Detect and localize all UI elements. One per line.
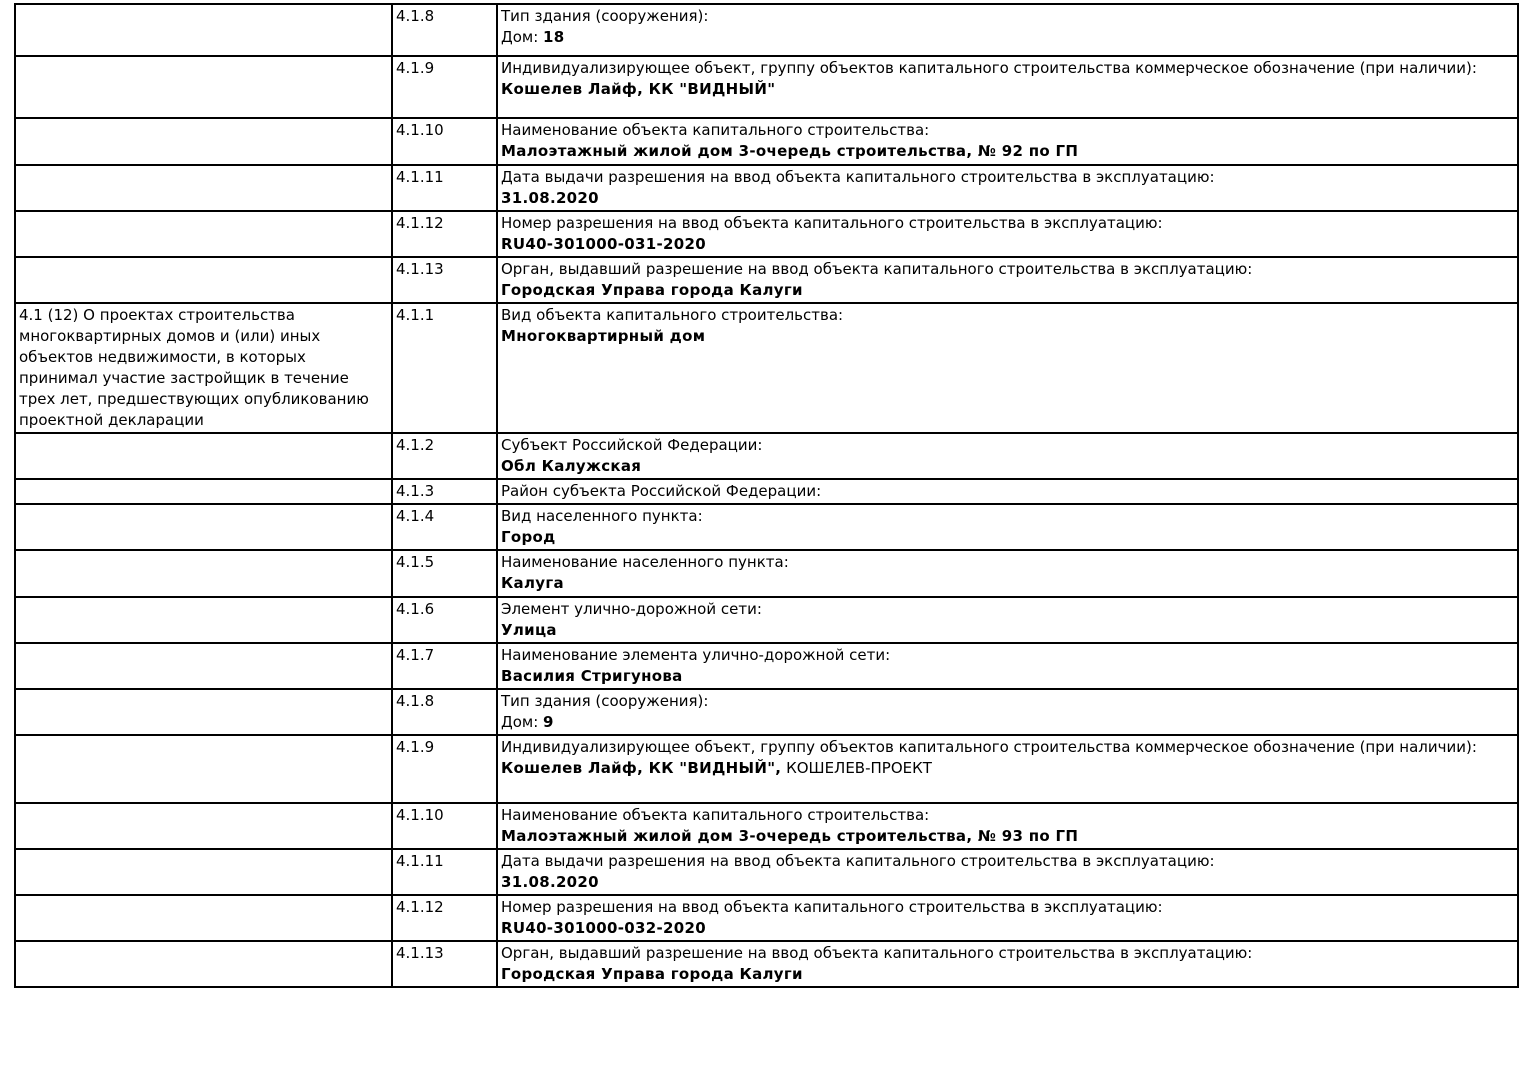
field-label: Индивидуализирующее объект, группу объектов капитального строительства коммерческое обозначение (при наличии): xyxy=(501,738,1477,756)
content-cell xyxy=(497,303,1518,433)
content-cell xyxy=(497,849,1518,895)
field-label: Наименование элемента улично-дорожной сети: xyxy=(501,646,891,664)
row-code: 4.1.6 xyxy=(396,600,435,618)
field-label: Тип здания (сооружения): xyxy=(501,692,709,710)
field-label: Номер разрешения на ввод объекта капитального строительства в эксплуатацию: xyxy=(501,214,1163,232)
field-value: Василия Стригунова xyxy=(501,667,683,685)
content-cell xyxy=(497,504,1518,550)
field-label: Вид населенного пункта: xyxy=(501,507,703,525)
table-row xyxy=(15,303,1518,433)
row-code: 4.1.5 xyxy=(396,553,435,571)
field-label: Субъект Российской Федерации: xyxy=(501,436,763,454)
section-cell xyxy=(15,643,392,689)
row-code: 4.1.11 xyxy=(396,168,444,186)
field-label: Орган, выдавший разрешение на ввод объекта капитального строительства в эксплуатацию: xyxy=(501,944,1253,962)
row-code: 4.1.13 xyxy=(396,260,444,278)
code-cell xyxy=(392,550,497,597)
content-cell xyxy=(497,165,1518,211)
content-cell xyxy=(497,4,1518,56)
code-cell xyxy=(392,118,497,165)
row-code: 4.1.8 xyxy=(396,692,435,710)
field-label: Наименование объекта капитального строительства: xyxy=(501,806,930,824)
table-row xyxy=(15,597,1518,643)
section-cell xyxy=(15,165,392,211)
code-cell xyxy=(392,211,497,257)
field-value: Малоэтажный жилой дом 3-очередь строительства, № 92 по ГП xyxy=(501,142,1079,160)
field-label: Номер разрешения на ввод объекта капитального строительства в эксплуатацию: xyxy=(501,898,1163,916)
code-cell xyxy=(392,735,497,803)
section-cell xyxy=(15,735,392,803)
field-value: Обл Калужская xyxy=(501,457,642,475)
code-cell xyxy=(392,4,497,56)
field-label: Наименование объекта капитального строительства: xyxy=(501,121,930,139)
row-code: 4.1.3 xyxy=(396,482,435,500)
row-code: 4.1.2 xyxy=(396,436,435,454)
row-code: 4.1.8 xyxy=(396,7,435,25)
field-value: Городская Управа города Калуги xyxy=(501,965,803,983)
row-code: 4.1.9 xyxy=(396,59,435,77)
content-cell xyxy=(497,689,1518,735)
field-value: Город xyxy=(501,528,556,546)
table-row xyxy=(15,433,1518,479)
code-cell xyxy=(392,433,497,479)
section-cell xyxy=(15,211,392,257)
section-cell xyxy=(15,303,392,433)
project-declaration-table xyxy=(14,3,1519,988)
field-value: Дом: 18 xyxy=(501,28,565,46)
table-row xyxy=(15,735,1518,803)
code-cell xyxy=(392,941,497,987)
field-value: Улица xyxy=(501,621,557,639)
field-value: 31.08.2020 xyxy=(501,189,599,207)
row-code: 4.1.10 xyxy=(396,121,444,139)
content-cell xyxy=(497,56,1518,118)
table-row xyxy=(15,895,1518,941)
section-cell xyxy=(15,257,392,303)
field-label: Дата выдачи разрешения на ввод объекта капитального строительства в эксплуатацию: xyxy=(501,852,1215,870)
table-row xyxy=(15,165,1518,211)
section-cell xyxy=(15,941,392,987)
content-cell xyxy=(497,479,1518,504)
row-code: 4.1.7 xyxy=(396,646,435,664)
content-cell xyxy=(497,643,1518,689)
row-code: 4.1.1 xyxy=(396,306,435,324)
section-cell xyxy=(15,849,392,895)
table-row xyxy=(15,118,1518,165)
code-cell xyxy=(392,643,497,689)
row-code: 4.1.12 xyxy=(396,898,444,916)
field-label: Элемент улично-дорожной сети: xyxy=(501,600,762,618)
content-cell xyxy=(497,895,1518,941)
field-value: Малоэтажный жилой дом 3-очередь строительства, № 93 по ГП xyxy=(501,827,1079,845)
content-cell xyxy=(497,433,1518,479)
code-cell xyxy=(392,165,497,211)
field-label: Вид объекта капитального строительства: xyxy=(501,306,844,324)
section-cell xyxy=(15,433,392,479)
table-row xyxy=(15,849,1518,895)
content-cell xyxy=(497,597,1518,643)
content-cell xyxy=(497,803,1518,849)
code-cell xyxy=(392,803,497,849)
code-cell xyxy=(392,257,497,303)
code-cell xyxy=(392,303,497,433)
row-code: 4.1.9 xyxy=(396,738,435,756)
table-row xyxy=(15,479,1518,504)
field-value: RU40-301000-031-2020 xyxy=(501,235,706,253)
content-cell xyxy=(497,257,1518,303)
section-cell xyxy=(15,118,392,165)
field-label: Тип здания (сооружения): xyxy=(501,7,709,25)
table-row xyxy=(15,550,1518,597)
code-cell xyxy=(392,849,497,895)
section-cell xyxy=(15,597,392,643)
code-cell xyxy=(392,689,497,735)
row-code: 4.1.10 xyxy=(396,806,444,824)
content-cell xyxy=(497,550,1518,597)
table-row xyxy=(15,643,1518,689)
code-cell xyxy=(392,597,497,643)
table-row xyxy=(15,941,1518,987)
row-code: 4.1.4 xyxy=(396,507,435,525)
section-cell xyxy=(15,689,392,735)
content-cell xyxy=(497,118,1518,165)
field-label: Район субъекта Российской Федерации: xyxy=(501,482,822,500)
content-cell xyxy=(497,211,1518,257)
code-cell xyxy=(392,479,497,504)
row-code: 4.1.11 xyxy=(396,852,444,870)
table-row xyxy=(15,803,1518,849)
section-cell xyxy=(15,479,392,504)
row-code: 4.1.13 xyxy=(396,944,444,962)
row-code: 4.1.12 xyxy=(396,214,444,232)
table-row xyxy=(15,56,1518,118)
field-value: Кошелев Лайф, КК "ВИДНЫЙ" xyxy=(501,80,776,98)
content-cell xyxy=(497,941,1518,987)
field-value: Многоквартирный дом xyxy=(501,327,706,345)
table-row xyxy=(15,689,1518,735)
section-cell xyxy=(15,550,392,597)
section-cell xyxy=(15,4,392,56)
field-value: RU40-301000-032-2020 xyxy=(501,919,706,937)
section-cell xyxy=(15,803,392,849)
table-row xyxy=(15,504,1518,550)
table-row xyxy=(15,257,1518,303)
code-cell xyxy=(392,504,497,550)
field-value: 31.08.2020 xyxy=(501,873,599,891)
section-cell xyxy=(15,504,392,550)
field-label: Наименование населенного пункта: xyxy=(501,553,789,571)
section-cell xyxy=(15,895,392,941)
section-title: 4.1 (12) О проектах строительства многоквартирных домов и (или) иных объектов недвижимости, в которых принимал участие застройщик в течение трех лет, предшествующих опубликованию проектной декларации xyxy=(19,306,369,429)
field-label: Дата выдачи разрешения на ввод объекта капитального строительства в эксплуатацию: xyxy=(501,168,1215,186)
field-value: Дом: 9 xyxy=(501,713,554,731)
table-row xyxy=(15,4,1518,56)
field-label: Индивидуализирующее объект, группу объектов капитального строительства коммерческое обозначение (при наличии): xyxy=(501,59,1477,77)
field-value: Калуга xyxy=(501,574,564,592)
content-cell xyxy=(497,735,1518,803)
field-label: Орган, выдавший разрешение на ввод объекта капитального строительства в эксплуатацию: xyxy=(501,260,1253,278)
code-cell xyxy=(392,895,497,941)
section-cell xyxy=(15,56,392,118)
table-row xyxy=(15,211,1518,257)
field-value: Кошелев Лайф, КК "ВИДНЫЙ", КОШЕЛЕВ-ПРОЕКТ xyxy=(501,759,932,777)
field-value: Городская Управа города Калуги xyxy=(501,281,803,299)
code-cell xyxy=(392,56,497,118)
